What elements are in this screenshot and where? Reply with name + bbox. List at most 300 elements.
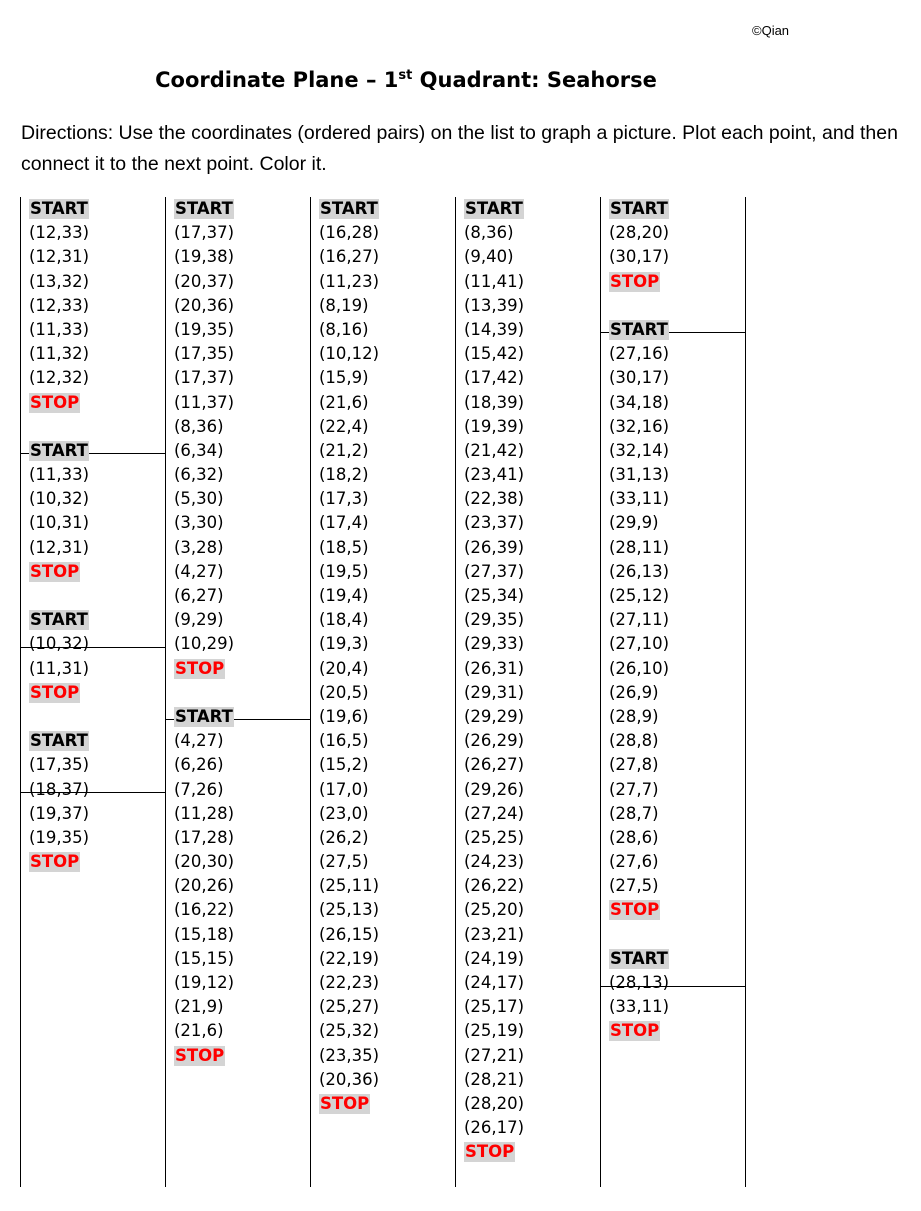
coordinate-pair	[174, 342, 234, 366]
coordinate-text: (6,27)	[174, 586, 224, 605]
coordinate-text: (10,31)	[29, 513, 90, 533]
column-divider	[165, 197, 166, 1187]
coordinate-text: (17,4)	[319, 513, 369, 533]
coordinate-text: (25,27)	[319, 997, 380, 1017]
coordinate-text: (27,8)	[609, 755, 659, 775]
coordinate-pair	[319, 753, 379, 777]
coordinate-pair	[319, 294, 379, 318]
coordinate-text: (28,6)	[609, 827, 659, 847]
coordinate-pair	[319, 270, 379, 294]
coordinates-column-3	[319, 197, 379, 1116]
start-marker	[609, 318, 669, 342]
coordinate-pair	[319, 221, 379, 245]
coordinate-text: (9,40)	[464, 247, 514, 267]
coordinate-pair	[609, 681, 669, 705]
coordinate-text: (8,36)	[174, 416, 224, 436]
coordinate-pair	[174, 1019, 234, 1043]
coordinate-text: (26,29)	[464, 731, 525, 751]
coordinate-pair	[609, 487, 669, 511]
coordinate-pair	[464, 1092, 524, 1116]
stop-marker	[464, 1140, 524, 1164]
start-label: START	[30, 440, 88, 460]
coordinate-text: (10,32)	[29, 489, 90, 509]
coordinate-text: (19,4)	[319, 586, 369, 605]
coordinate-pair	[174, 632, 234, 656]
coordinate-pair	[464, 245, 524, 269]
stop-marker	[174, 657, 234, 681]
coordinate-text: (12,33)	[29, 223, 90, 243]
coordinate-text: (20,4)	[319, 658, 369, 678]
coordinate-pair	[319, 463, 379, 487]
coordinate-text: (21,9)	[174, 997, 224, 1017]
coordinate-text: (22,38)	[464, 489, 525, 509]
coordinate-pair	[174, 874, 234, 898]
coordinate-text: (29,33)	[464, 634, 525, 654]
coordinate-text: (11,32)	[29, 344, 90, 364]
coordinate-text: (23,37)	[464, 513, 525, 533]
coordinate-text: (18,5)	[319, 537, 369, 557]
stop-label: STOP	[30, 561, 80, 581]
coordinate-pair	[174, 608, 234, 632]
coordinates-column-1	[29, 197, 89, 874]
coordinate-text: (15,9)	[319, 368, 369, 388]
column-divider	[745, 197, 746, 1187]
title-superscript: st	[398, 68, 413, 83]
coordinate-pair	[174, 971, 234, 995]
coordinate-text: (5,30)	[174, 489, 224, 509]
coordinate-pair	[464, 923, 524, 947]
start-label: START	[30, 731, 88, 751]
coordinate-pair	[319, 1068, 379, 1092]
coordinate-pair	[174, 536, 234, 560]
start-marker	[319, 197, 379, 221]
coordinate-pair	[319, 584, 379, 608]
coordinate-pair	[464, 826, 524, 850]
coordinate-pair	[464, 366, 524, 390]
column-divider	[20, 197, 21, 1187]
coordinate-pair	[464, 874, 524, 898]
coordinate-pair	[609, 850, 669, 874]
coordinate-pair	[29, 294, 89, 318]
coordinate-pair	[609, 463, 669, 487]
coordinate-text: (26,2)	[319, 827, 369, 847]
coordinate-text: (27,10)	[609, 634, 670, 654]
coordinate-text: (28,21)	[464, 1069, 525, 1089]
coordinate-text: (18,2)	[319, 465, 369, 485]
coordinate-text: (22,4)	[319, 416, 369, 436]
start-marker	[174, 705, 234, 729]
coordinate-text: (33,11)	[609, 997, 670, 1017]
coordinate-text: (26,22)	[464, 876, 525, 896]
coordinate-text: (7,26)	[174, 779, 224, 799]
coordinate-text: (8,16)	[319, 319, 369, 339]
start-label: START	[610, 319, 668, 339]
coordinate-text: (22,19)	[319, 948, 380, 968]
coordinate-text: (27,11)	[609, 610, 670, 630]
coordinate-text: (13,32)	[29, 271, 90, 291]
stop-label: STOP	[465, 1142, 515, 1162]
coordinate-pair	[29, 511, 89, 535]
coordinate-text: (17,42)	[464, 368, 525, 388]
coordinate-pair	[609, 415, 669, 439]
coordinate-text: (23,0)	[319, 803, 369, 823]
page-title	[0, 68, 812, 92]
coordinate-text: (29,31)	[464, 682, 525, 702]
coordinate-pair	[174, 463, 234, 487]
coordinate-pair	[609, 342, 669, 366]
coordinate-text: (16,28)	[319, 223, 380, 243]
stop-label: STOP	[320, 1093, 370, 1113]
coordinate-pair	[174, 318, 234, 342]
coordinate-pair	[464, 729, 524, 753]
coordinate-text: (23,35)	[319, 1045, 380, 1065]
coordinate-pair	[464, 995, 524, 1019]
coordinate-text: (28,13)	[609, 973, 670, 992]
coordinate-text: (34,18)	[609, 392, 670, 412]
coordinate-pair	[174, 294, 234, 318]
coordinate-pair	[174, 802, 234, 826]
coordinate-pair	[464, 971, 524, 995]
coordinate-pair	[29, 826, 89, 850]
coordinate-text: (28,9)	[609, 706, 659, 726]
coordinate-pair	[319, 802, 379, 826]
coordinate-pair	[319, 826, 379, 850]
stop-label: STOP	[610, 1021, 660, 1041]
coordinate-pair	[319, 681, 379, 705]
coordinate-text: (25,32)	[319, 1021, 380, 1041]
coordinate-pair	[319, 729, 379, 753]
coordinate-pair	[609, 608, 669, 632]
stop-label: STOP	[610, 900, 660, 920]
coordinate-text: (23,21)	[464, 924, 525, 944]
start-label: START	[465, 199, 523, 218]
start-marker	[609, 947, 669, 971]
coordinate-text: (15,42)	[464, 344, 525, 364]
coordinate-text: (17,37)	[174, 368, 235, 388]
stop-marker	[29, 560, 89, 584]
coordinate-pair	[319, 511, 379, 535]
coordinate-text: (8,36)	[464, 223, 514, 243]
coordinate-pair	[174, 947, 234, 971]
coordinate-text: (24,17)	[464, 973, 525, 992]
start-label: START	[320, 199, 378, 218]
coordinate-text: (30,17)	[609, 368, 670, 388]
start-marker	[29, 608, 89, 632]
coordinate-text: (17,0)	[319, 779, 369, 799]
coordinate-pair	[609, 826, 669, 850]
coordinate-pair	[29, 245, 89, 269]
start-marker	[29, 439, 89, 463]
start-marker	[464, 197, 524, 221]
coordinate-pair	[464, 778, 524, 802]
stop-marker	[319, 1092, 379, 1116]
coordinate-text: (27,7)	[609, 779, 659, 799]
coordinate-text: (19,6)	[319, 706, 369, 726]
coordinate-pair	[609, 657, 669, 681]
coordinate-pair	[464, 487, 524, 511]
coordinate-pair	[464, 270, 524, 294]
coordinate-pair	[464, 947, 524, 971]
coordinate-text: (10,32)	[29, 634, 90, 654]
stop-label: STOP	[30, 852, 80, 872]
coordinate-text: (26,39)	[464, 537, 525, 557]
coordinate-text: (26,10)	[609, 658, 670, 678]
coordinate-pair	[464, 415, 524, 439]
coordinate-text: (24,19)	[464, 948, 525, 968]
coordinate-text: (23,41)	[464, 465, 525, 485]
coordinate-pair	[464, 221, 524, 245]
coordinate-pair	[29, 487, 89, 511]
coordinate-pair	[464, 1068, 524, 1092]
coordinate-pair	[464, 705, 524, 729]
coordinate-text: (3,30)	[174, 513, 224, 533]
coordinate-text: (13,39)	[464, 295, 525, 315]
stop-marker	[609, 898, 669, 922]
coordinate-text: (20,26)	[174, 876, 235, 896]
coordinate-pair	[319, 778, 379, 802]
coordinate-pair	[464, 1116, 524, 1140]
coordinate-pair	[174, 753, 234, 777]
coordinate-pair	[29, 366, 89, 390]
coordinates-column-4	[464, 197, 524, 1165]
coordinate-text: (27,21)	[464, 1045, 525, 1065]
coordinate-text: (26,9)	[609, 682, 659, 702]
coordinate-text: (12,32)	[29, 368, 90, 388]
coordinate-text: (19,38)	[174, 247, 235, 267]
coordinate-pair	[29, 221, 89, 245]
coordinate-text: (12,31)	[29, 537, 90, 557]
coordinate-pair	[319, 1019, 379, 1043]
coordinate-text: (21,6)	[174, 1021, 224, 1041]
stop-marker	[174, 1044, 234, 1068]
coordinate-pair	[464, 584, 524, 608]
stop-label: STOP	[175, 1045, 225, 1065]
coordinate-text: (17,35)	[29, 755, 90, 775]
coordinate-pair	[319, 608, 379, 632]
coordinate-text: (14,39)	[464, 319, 525, 339]
coordinate-text: (11,23)	[319, 271, 380, 291]
coordinate-pair	[609, 802, 669, 826]
coordinate-pair	[609, 971, 669, 995]
coordinate-text: (11,28)	[174, 803, 235, 823]
coordinate-pair	[174, 898, 234, 922]
coordinate-pair	[609, 705, 669, 729]
coordinate-text: (21,6)	[319, 392, 369, 412]
coordinate-pair	[609, 511, 669, 535]
coordinate-text: (19,3)	[319, 634, 369, 654]
coordinate-text: (17,3)	[319, 489, 369, 509]
coordinate-text: (17,37)	[174, 223, 235, 243]
coordinate-text: (25,20)	[464, 900, 525, 920]
stop-label: STOP	[175, 658, 225, 678]
start-marker	[174, 197, 234, 221]
coordinate-pair	[174, 923, 234, 947]
coordinate-pair	[609, 632, 669, 656]
coordinate-pair	[609, 729, 669, 753]
coordinate-text: (20,36)	[319, 1069, 380, 1089]
coordinate-text: (10,12)	[319, 344, 380, 364]
coordinate-pair	[464, 608, 524, 632]
coordinate-pair	[319, 632, 379, 656]
stop-marker	[609, 270, 669, 294]
coordinate-text: (8,19)	[319, 295, 369, 315]
coordinate-text: (19,37)	[29, 803, 90, 823]
coordinate-pair	[29, 270, 89, 294]
coordinate-pair	[174, 415, 234, 439]
coordinate-pair	[464, 657, 524, 681]
coordinate-pair	[609, 778, 669, 802]
start-label: START	[175, 706, 233, 726]
coordinates-column-2	[174, 197, 234, 1068]
coordinate-pair	[319, 705, 379, 729]
coordinate-pair	[464, 753, 524, 777]
coordinate-pair	[319, 971, 379, 995]
coordinate-text: (11,33)	[29, 319, 90, 339]
coordinate-text: (12,31)	[29, 247, 90, 267]
start-marker	[609, 197, 669, 221]
coordinate-text: (6,26)	[174, 755, 224, 775]
coordinate-text: (6,32)	[174, 465, 224, 485]
title-main: Coordinate Plane – 1	[155, 68, 399, 92]
coordinate-text: (15,2)	[319, 755, 369, 775]
coordinate-text: (25,12)	[609, 586, 670, 605]
coordinate-pair	[29, 778, 89, 802]
coordinate-text: (29,9)	[609, 513, 659, 533]
section-gap	[609, 923, 669, 947]
section-gap	[174, 681, 234, 705]
start-label: START	[610, 948, 668, 968]
coordinate-pair	[29, 342, 89, 366]
coordinate-pair	[174, 729, 234, 753]
coordinate-text: (25,17)	[464, 997, 525, 1017]
coordinate-text: (19,35)	[174, 319, 235, 339]
coordinate-pair	[464, 511, 524, 535]
coordinate-text: (27,6)	[609, 852, 659, 872]
stop-marker	[29, 850, 89, 874]
stop-label: STOP	[30, 392, 80, 412]
coordinate-pair	[464, 1019, 524, 1043]
coordinate-text: (33,11)	[609, 489, 670, 509]
coordinate-pair	[174, 221, 234, 245]
coordinate-text: (10,29)	[174, 634, 235, 654]
section-gap	[29, 584, 89, 608]
coordinate-pair	[464, 898, 524, 922]
start-label: START	[610, 199, 668, 218]
coordinate-text: (28,8)	[609, 731, 659, 751]
coordinate-pair	[319, 995, 379, 1019]
coordinate-pair	[609, 366, 669, 390]
coordinate-pair	[174, 560, 234, 584]
coordinate-text: (26,27)	[464, 755, 525, 775]
stop-label: STOP	[30, 682, 80, 702]
coordinate-text: (20,37)	[174, 271, 235, 291]
coordinate-text: (21,42)	[464, 440, 525, 460]
coordinate-text: (26,15)	[319, 924, 380, 944]
coordinate-text: (18,4)	[319, 610, 369, 630]
coordinate-pair	[464, 294, 524, 318]
coordinate-pair	[319, 923, 379, 947]
coordinate-text: (28,20)	[609, 223, 670, 243]
coordinate-pair	[609, 536, 669, 560]
coordinate-pair	[464, 391, 524, 415]
coordinate-pair	[464, 850, 524, 874]
coordinate-text: (31,13)	[609, 465, 670, 485]
coordinate-text: (20,30)	[174, 852, 235, 872]
coordinate-pair	[319, 439, 379, 463]
start-marker	[29, 729, 89, 753]
coordinate-text: (17,28)	[174, 827, 235, 847]
coordinate-text: (32,16)	[609, 416, 670, 436]
coordinate-text: (25,11)	[319, 876, 380, 896]
coordinate-text: (22,23)	[319, 973, 380, 992]
coordinate-pair	[29, 536, 89, 560]
coordinate-pair	[174, 439, 234, 463]
coordinate-pair	[174, 995, 234, 1019]
coordinate-text: (16,27)	[319, 247, 380, 267]
coordinate-text: (3,28)	[174, 537, 224, 557]
directions-text: Directions: Use the coordinates (ordered pairs) on the list to graph a picture. Plot each point, and then connect it to the next point. Color it.	[21, 122, 898, 175]
coordinate-text: (28,7)	[609, 803, 659, 823]
coordinate-pair	[609, 560, 669, 584]
coordinate-pair	[319, 366, 379, 390]
coordinate-text: (27,16)	[609, 344, 670, 364]
coordinate-pair	[319, 560, 379, 584]
column-divider	[310, 197, 311, 1187]
coordinate-pair	[319, 342, 379, 366]
coordinate-pair	[319, 391, 379, 415]
coordinate-pair	[464, 802, 524, 826]
coordinate-text: (11,31)	[29, 658, 90, 678]
coordinate-text: (27,37)	[464, 561, 525, 581]
start-label: START	[30, 199, 88, 218]
coordinate-text: (32,14)	[609, 440, 670, 460]
coordinate-text: (25,25)	[464, 827, 525, 847]
coordinate-pair	[319, 245, 379, 269]
coordinate-text: (16,22)	[174, 900, 235, 920]
coordinate-text: (16,5)	[319, 731, 369, 751]
coordinate-pair	[609, 391, 669, 415]
coordinate-pair	[174, 826, 234, 850]
coordinate-pair	[174, 366, 234, 390]
coordinates-column-5	[609, 197, 669, 1044]
coordinate-text: (19,12)	[174, 973, 235, 992]
coordinate-text: (21,2)	[319, 440, 369, 460]
coordinate-pair	[464, 342, 524, 366]
coordinate-text: (29,26)	[464, 779, 525, 799]
coordinate-text: (27,5)	[609, 876, 659, 896]
coordinate-pair	[174, 487, 234, 511]
coordinate-text: (25,13)	[319, 900, 380, 920]
coordinate-pair	[319, 487, 379, 511]
start-label: START	[30, 610, 88, 630]
coordinate-pair	[609, 245, 669, 269]
coordinate-text: (28,20)	[464, 1093, 525, 1113]
coordinate-pair	[29, 632, 89, 656]
coordinate-text: (29,29)	[464, 706, 525, 726]
coordinate-text: (11,33)	[29, 465, 90, 485]
coordinate-text: (28,11)	[609, 537, 670, 557]
section-gap	[609, 294, 669, 318]
coordinate-pair	[174, 511, 234, 535]
coordinate-pair	[174, 850, 234, 874]
coordinate-text: (20,36)	[174, 295, 235, 315]
coordinate-text: (24,23)	[464, 852, 525, 872]
coordinate-text: (26,13)	[609, 561, 670, 581]
column-divider	[600, 197, 601, 1187]
coordinate-text: (26,17)	[464, 1118, 525, 1138]
coordinate-pair	[464, 560, 524, 584]
coordinate-pair	[464, 439, 524, 463]
